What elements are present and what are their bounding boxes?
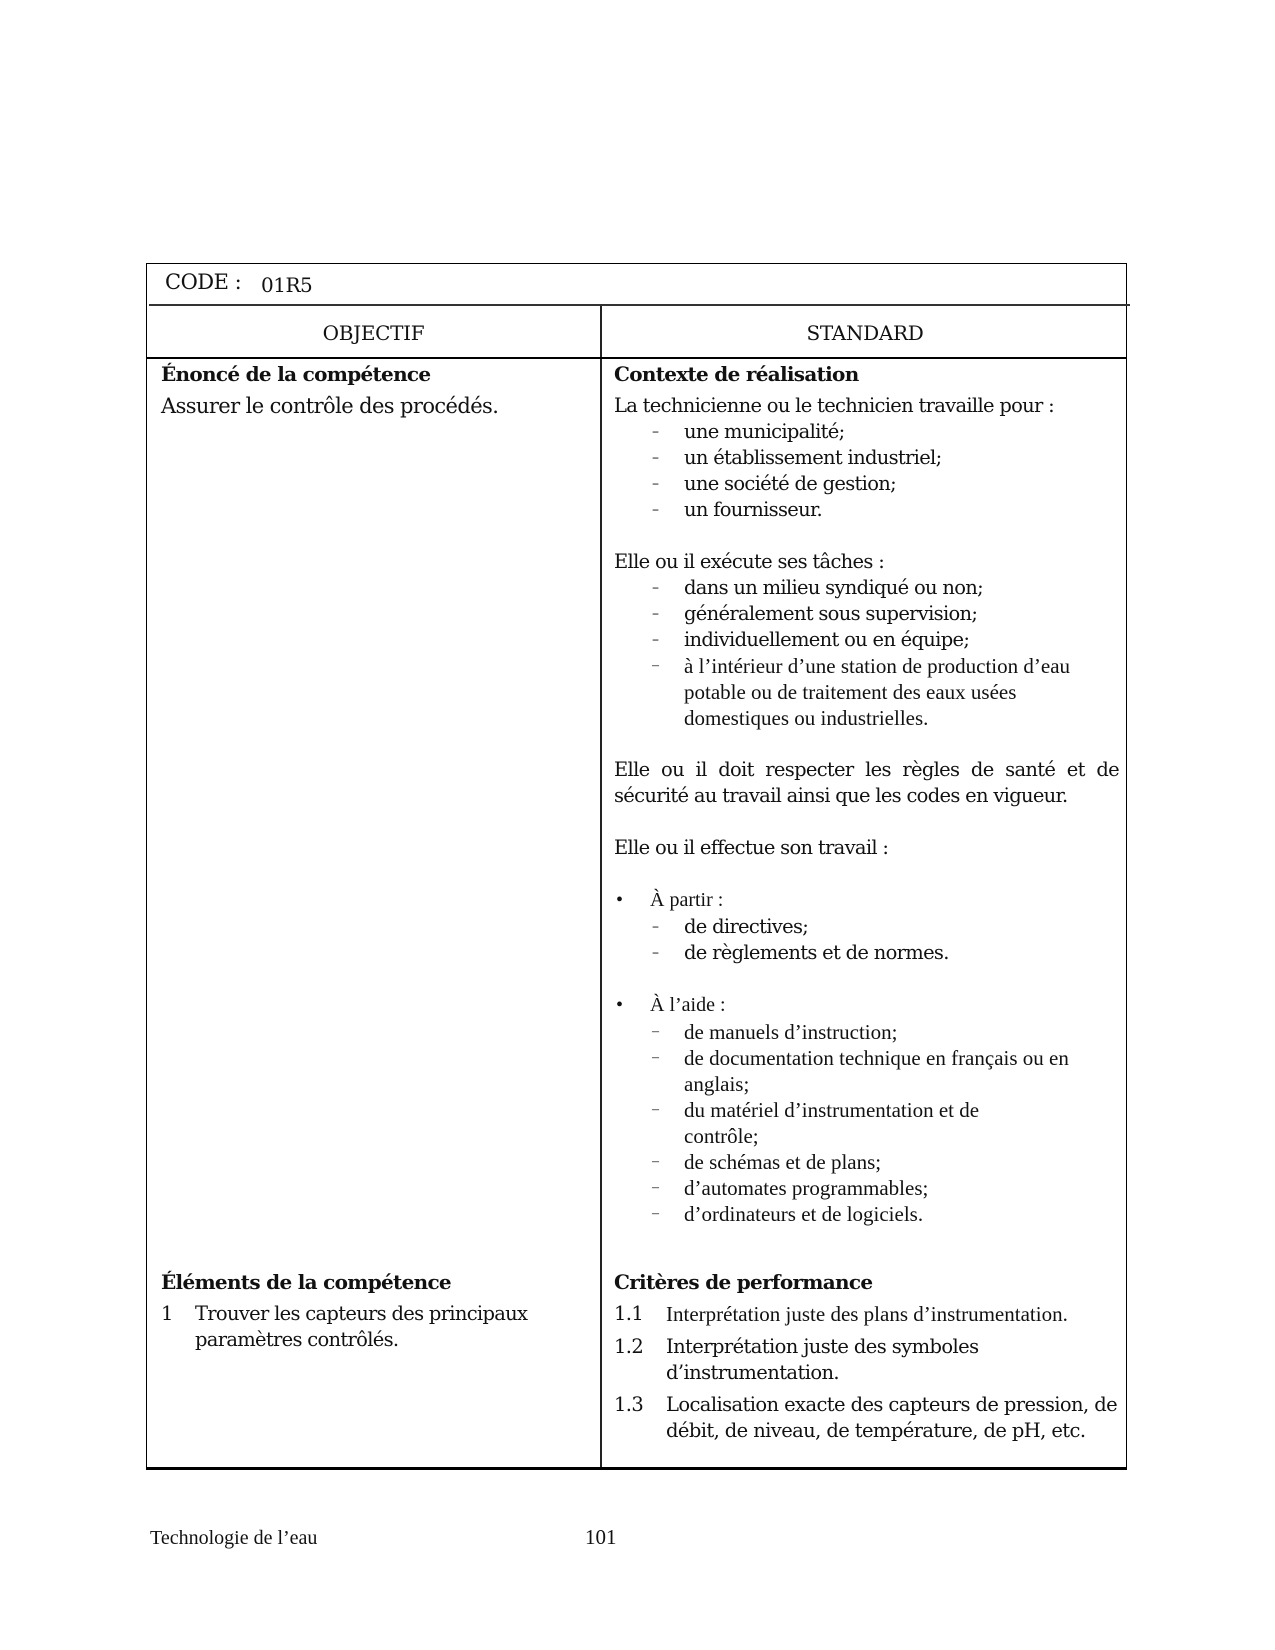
criterion-number: 1.2 bbox=[614, 1335, 644, 1358]
criteria-title: Critères de performance bbox=[614, 1270, 873, 1294]
enonce-title: Énoncé de la compétence bbox=[161, 362, 431, 386]
contexte-title: Contexte de réalisation bbox=[614, 362, 859, 386]
intro-1: La technicienne ou le technicien travaille pour : bbox=[614, 394, 1055, 417]
criterion-number: 1.3 bbox=[614, 1393, 644, 1416]
list-item: – individuellement ou en équipe; bbox=[652, 628, 970, 651]
list-item: – une municipalité; bbox=[652, 420, 845, 443]
dash-icon: – bbox=[652, 1102, 659, 1117]
dash-icon: – bbox=[652, 1050, 659, 1065]
list-item: – d’ordinateurs et de logiciels. bbox=[652, 1202, 924, 1226]
list-item: – à l’intérieur d’une station de production d’eau potable ou de traitement des eaux usées domestiques ou industrielles. bbox=[652, 654, 1071, 730]
para-regles: Elle ou il doit respecter les règles de santé et de sécurité au travail ainsi que les codes en vigueur. bbox=[614, 758, 1119, 807]
elements-title: Éléments de la compétence bbox=[161, 1270, 451, 1294]
bullet-a-l-aide: • À l’aide : bbox=[614, 992, 1119, 1019]
code-row bbox=[147, 264, 1126, 305]
column-header-objectif: OBJECTIF bbox=[322, 321, 425, 345]
bullet-icon: • bbox=[616, 889, 624, 911]
dash-icon: – bbox=[652, 502, 659, 518]
code-label: CODE : bbox=[165, 270, 242, 294]
list-item: – de schémas et de plans; bbox=[652, 1150, 882, 1174]
list-item: – de directives; bbox=[652, 915, 809, 938]
list-item: – de documentation technique en français ou en anglais; bbox=[652, 1046, 1069, 1096]
list-item: – généralement sous supervision; bbox=[652, 602, 978, 625]
element-text: Trouver les capteurs des principaux paramètres contrôlés. bbox=[195, 1302, 528, 1351]
list-item: – un fournisseur. bbox=[652, 498, 822, 521]
criterion-item bbox=[614, 1301, 1119, 1328]
criterion-text: Interprétation juste des plans d’instrumentation. bbox=[666, 1302, 1068, 1326]
dash-icon: – bbox=[652, 580, 659, 596]
dash-icon: – bbox=[652, 1180, 659, 1195]
dash-icon: – bbox=[652, 919, 659, 935]
page-number: 101 bbox=[585, 1525, 617, 1549]
dash-icon: – bbox=[652, 606, 659, 622]
header-separator bbox=[149, 304, 1130, 306]
list-item: – une société de gestion; bbox=[652, 472, 896, 495]
column-header-standard: STANDARD bbox=[806, 321, 924, 345]
criterion-text: Interprétation juste des symboles d’instrumentation. bbox=[666, 1335, 979, 1384]
objectif-cell bbox=[161, 359, 591, 421]
list-item: – dans un milieu syndiqué ou non; bbox=[652, 576, 983, 599]
intro-2: Elle ou il exécute ses tâches : bbox=[614, 550, 885, 573]
dash-icon: – bbox=[652, 1154, 659, 1169]
intro-3: Elle ou il effectue son travail : bbox=[614, 836, 889, 859]
element-number: 1 bbox=[161, 1302, 173, 1325]
dash-icon: – bbox=[652, 632, 659, 648]
footer-title: Technologie de l’eau bbox=[150, 1527, 318, 1549]
dash-icon: – bbox=[652, 945, 659, 961]
bullet-a-partir: • À partir : bbox=[614, 887, 1119, 914]
dash-icon: – bbox=[652, 476, 659, 492]
dash-icon: – bbox=[652, 1206, 659, 1221]
competency-table bbox=[146, 263, 1127, 1470]
dash-icon: – bbox=[652, 450, 659, 466]
list-item: – d’automates programmables; bbox=[652, 1176, 929, 1200]
criterion-item bbox=[614, 1334, 1119, 1386]
list-item: – de manuels d’instruction; bbox=[652, 1020, 898, 1044]
code-value: 01R5 bbox=[261, 273, 313, 297]
dash-icon: – bbox=[652, 424, 659, 440]
standard-cell bbox=[614, 359, 1119, 1227]
elements-section bbox=[161, 1269, 591, 1353]
list-item: – un établissement industriel; bbox=[652, 446, 942, 469]
list-item: – du matériel d’instrumentation et de contrôle; bbox=[652, 1098, 980, 1148]
criteria-section bbox=[614, 1269, 1119, 1444]
dash-icon: – bbox=[652, 1024, 659, 1039]
dash-icon: – bbox=[652, 658, 659, 673]
criterion-item bbox=[614, 1392, 1119, 1444]
bullet-icon: • bbox=[616, 994, 624, 1016]
column-divider bbox=[600, 306, 602, 1467]
criterion-text: Localisation exacte des capteurs de pression, de débit, de niveau, de température, de pH, etc. bbox=[666, 1393, 1118, 1442]
enonce-text: Assurer le contrôle des procédés. bbox=[161, 394, 499, 418]
criterion-number: 1.1 bbox=[614, 1302, 644, 1325]
list-item: – de règlements et de normes. bbox=[652, 941, 949, 964]
element-item bbox=[161, 1301, 591, 1353]
